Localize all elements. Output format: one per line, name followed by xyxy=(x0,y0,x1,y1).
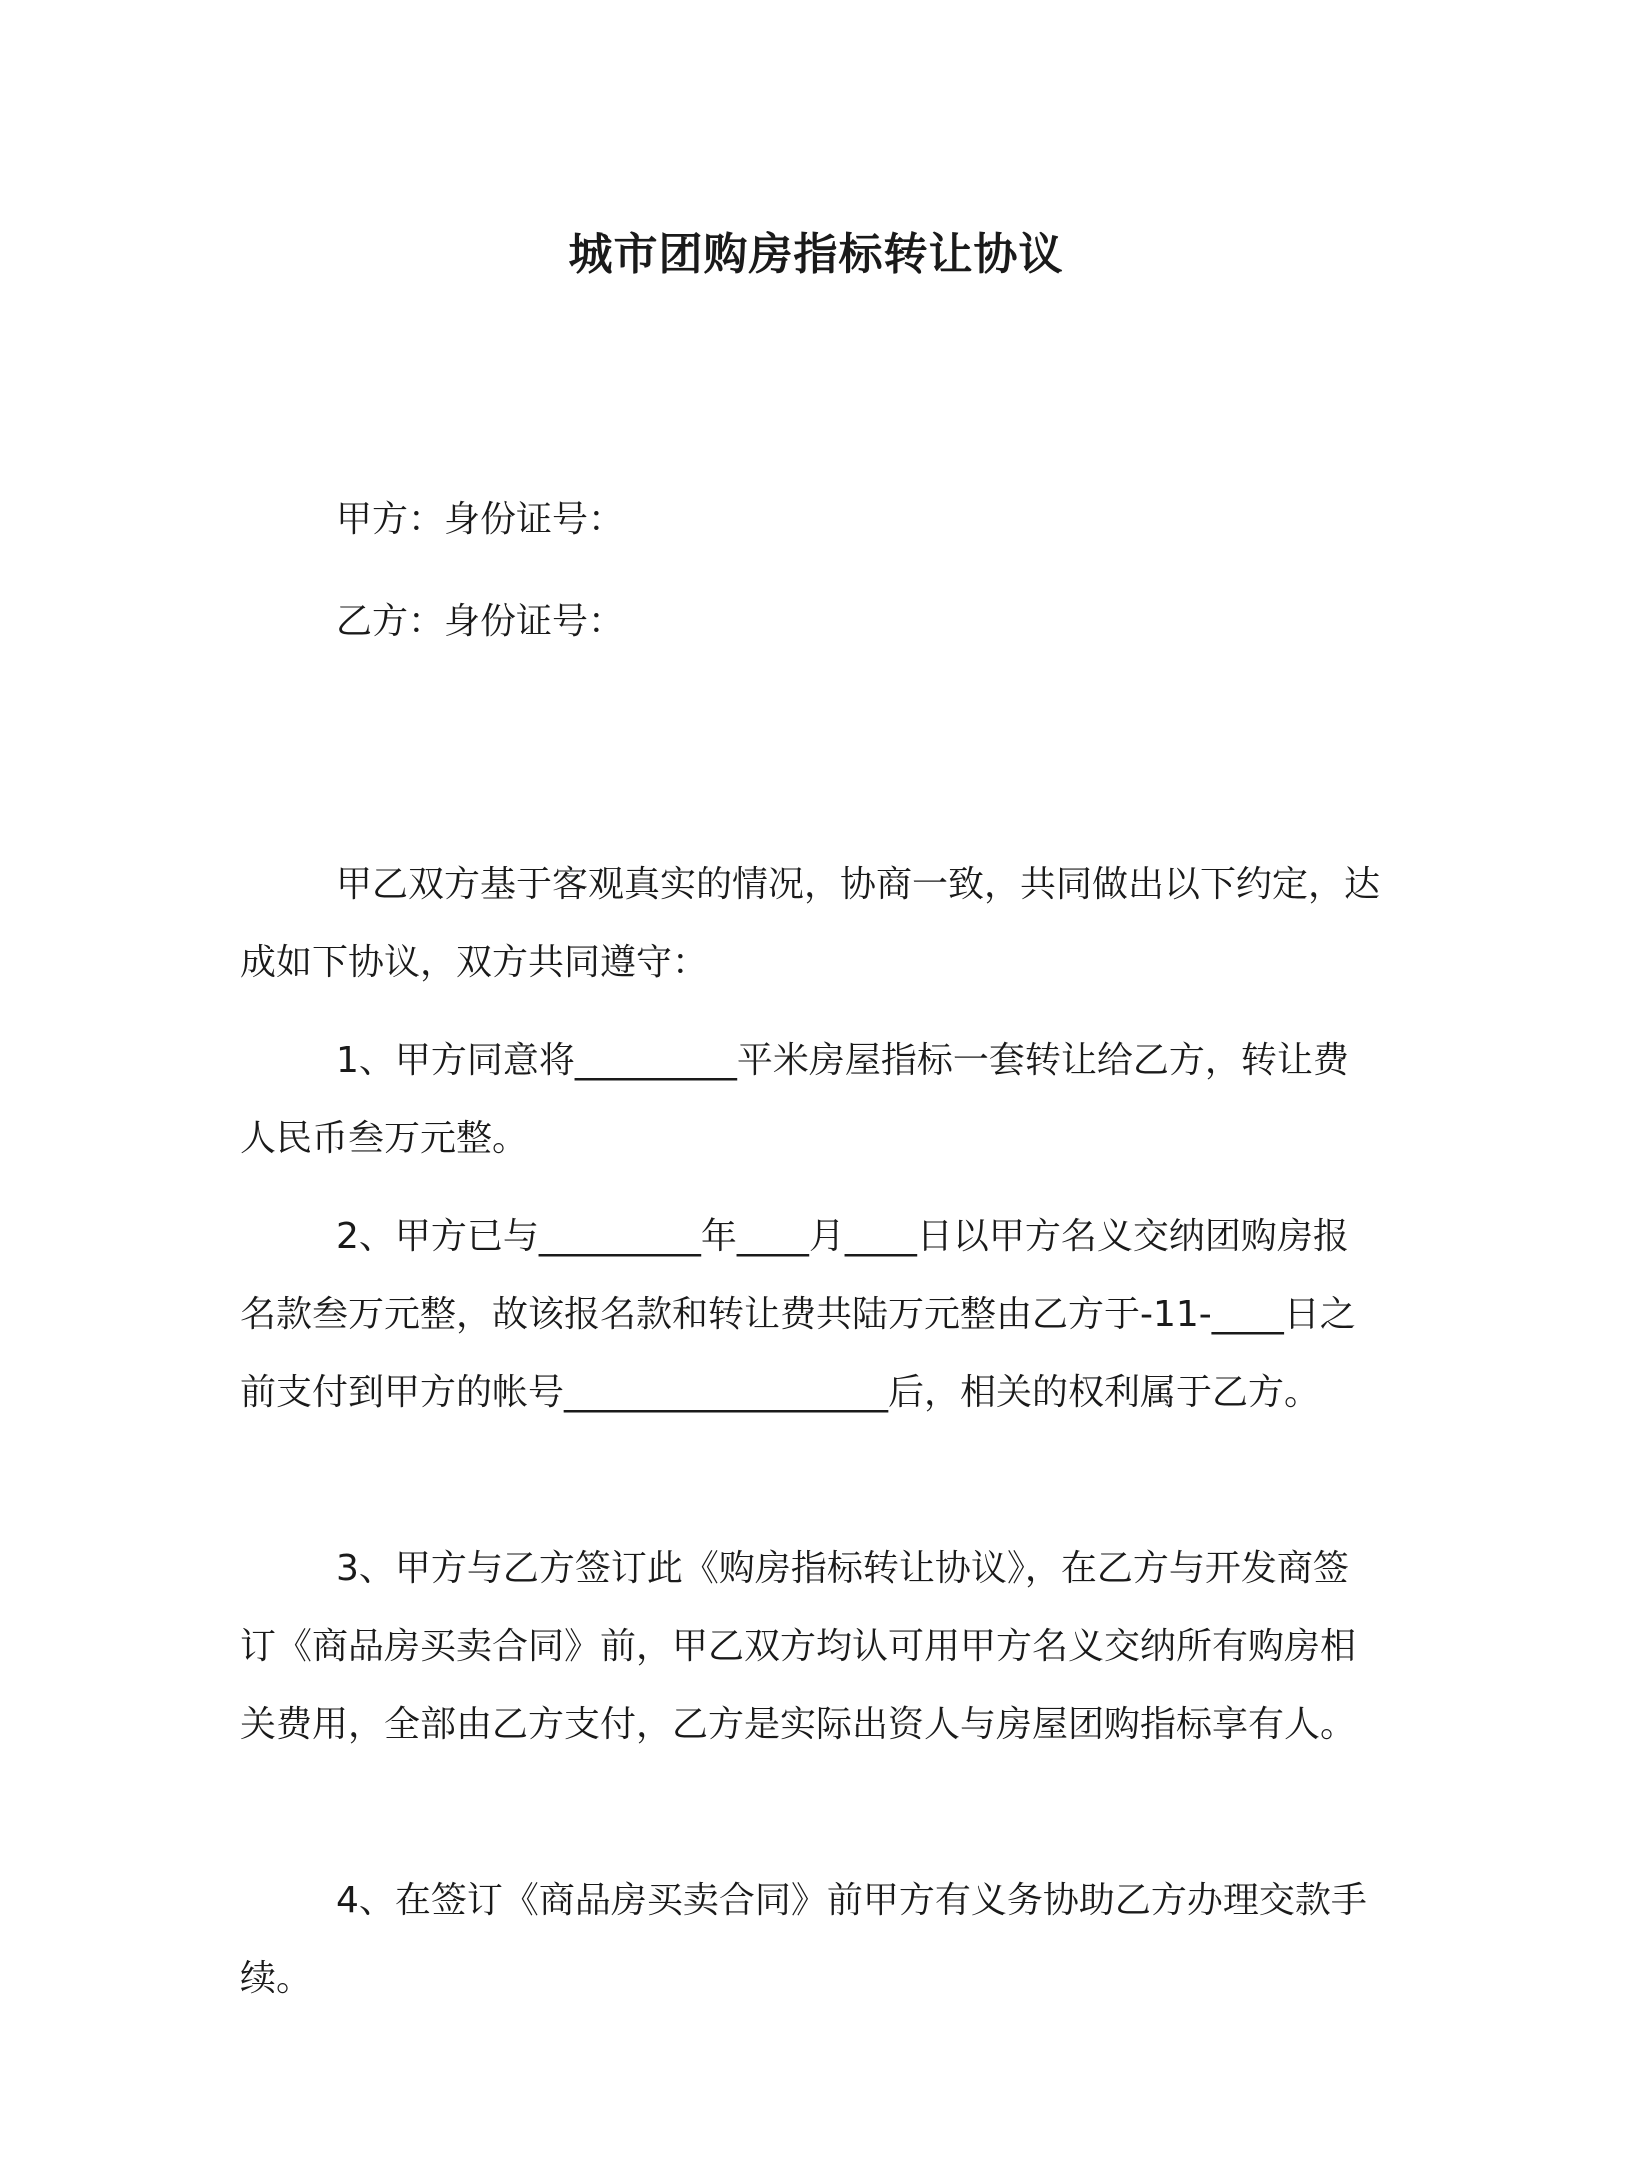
clause-1-text: 1、甲方同意将_________平米房屋指标一套转让给乙方，转让费人民币叁万元整。 xyxy=(240,1040,1349,1159)
clause-3-text: 3、甲方与乙方签订此《购房指标转让协议》，在乙方与开发商签订《商品房买卖合同》前，甲乙双方均认可用甲方名义交纳所有购房相关费用，全部由乙方支付，乙方是实际出资人与房屋团购指标享有人。 xyxy=(240,1548,1357,1745)
clause-2-text: 2、甲方已与_________年____月____日以甲方名义交纳团购房报名款叁万元整，故该报名款和转让费共陆万元整由乙方于-11-____日之前支付到甲方的帐号__________________后，相关的权利属于乙方。 xyxy=(240,1216,1356,1413)
clause-4-text: 4、在签订《商品房买卖合同》前甲方有义务协助乙方办理交款手续。 xyxy=(240,1880,1367,1999)
intro-text: 甲乙双方基于客观真实的情况，协商一致，共同做出以下约定，达成如下协议，双方共同遵守： xyxy=(240,864,1381,983)
party-b-line: 乙方：身份证号： xyxy=(336,601,625,642)
clause-4-paragraph xyxy=(240,1706,1380,2174)
document-title: 城市团购房指标转让协议 xyxy=(568,229,1064,280)
party-a-line: 甲方：身份证号： xyxy=(336,499,625,540)
